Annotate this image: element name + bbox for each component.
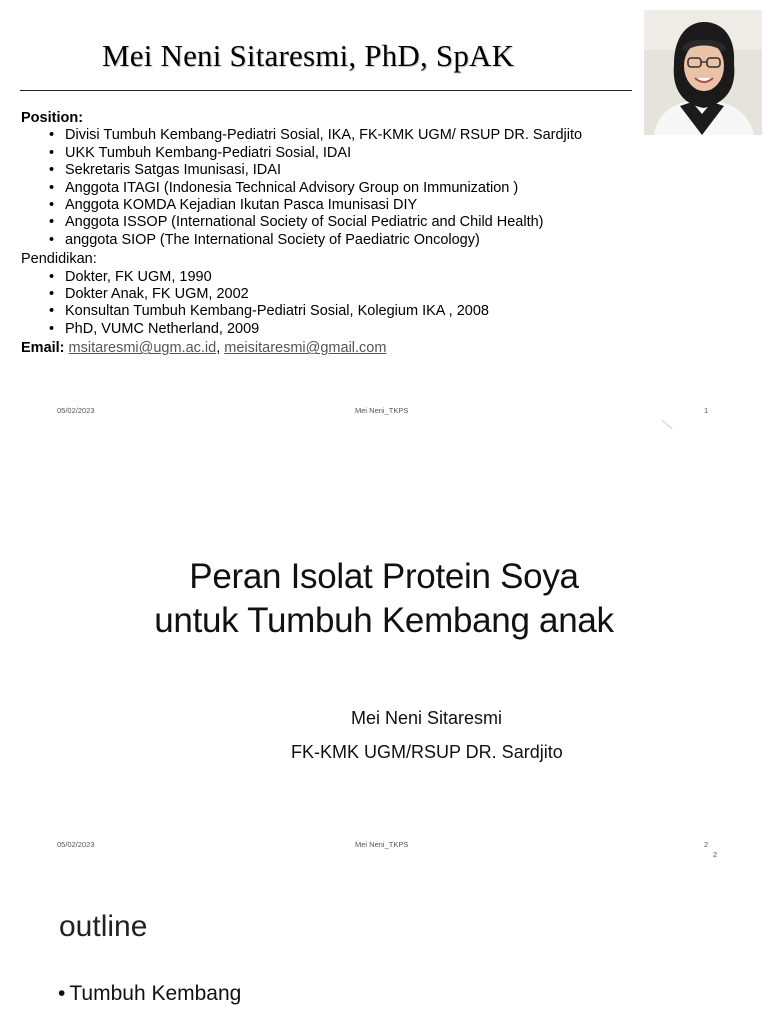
position-item: • Anggota ISSOP (International Society of Social Pediatric and Child Health) <box>49 214 646 231</box>
position-item: • anggota SIOP (The International Society of Paediatric Oncology) <box>49 232 646 249</box>
bullet-icon: • <box>58 982 66 1005</box>
position-heading: Position: <box>21 110 84 126</box>
profile-content <box>21 110 646 358</box>
speaker-photo <box>644 10 762 135</box>
slide-3-title: outline <box>59 910 148 943</box>
outline-item-label: Tumbuh Kembang <box>69 982 242 1005</box>
slide-2-page-number-extra: 2 <box>713 850 718 859</box>
slide-1-title: Mei Neni Sitaresmi, PhD, SpAK <box>102 38 515 73</box>
slide-1-footer-center: Mei Neni_TKPS <box>355 406 409 415</box>
outline-item <box>58 982 241 1006</box>
email-row <box>21 340 646 357</box>
education-list <box>21 269 646 339</box>
position-item: • Sekretaris Satgas Imunisasi, IDAI <box>49 162 646 179</box>
education-item: • PhD, VUMC Netherland, 2009 <box>49 321 646 338</box>
slide-2-footer-date: 05/02/2023 <box>57 840 95 849</box>
decorative-mark <box>661 420 672 430</box>
position-list <box>21 127 646 249</box>
email-link-gmail[interactable]: meisitaresmi@gmail.com <box>224 340 387 357</box>
slide-1-footer-date: 05/02/2023 <box>57 406 95 415</box>
presenter-name: Mei Neni Sitaresmi <box>351 708 503 728</box>
slide-2-title-line-2: untuk Tumbuh Kembang anak <box>154 601 614 640</box>
education-heading: Pendidikan: <box>21 251 97 268</box>
position-item: • Divisi Tumbuh Kembang-Pediatri Sosial, IKA, FK-KMK UGM/ RSUP DR. Sardjito <box>49 127 646 144</box>
outline-item-cut-off <box>74 1020 594 1024</box>
education-item: • Dokter, FK UGM, 1990 <box>49 269 646 286</box>
slide-1-page-number: 1 <box>704 406 709 415</box>
position-item: • Anggota KOMDA Kejadian Ikutan Pasca Imunisasi DIY <box>49 197 646 214</box>
slide-2-footer-center: Mei Neni_TKPS <box>355 840 409 849</box>
slide-2-title-line-1: Peran Isolat Protein Soya <box>189 557 579 596</box>
email-separator: , <box>216 340 221 357</box>
speaker-portrait-image <box>644 10 762 135</box>
position-item: • Anggota ITAGI (Indonesia Technical Advisory Group on Immunization ) <box>49 180 646 197</box>
position-item: • UKK Tumbuh Kembang-Pediatri Sosial, IDAI <box>49 145 646 162</box>
presenter-affiliation: FK-KMK UGM/RSUP DR. Sardjito <box>291 742 563 762</box>
education-item: • Konsultan Tumbuh Kembang-Pediatri Sosial, Kolegium IKA , 2008 <box>49 303 646 320</box>
slide-1 <box>0 0 768 432</box>
education-item: • Dokter Anak, FK UGM, 2002 <box>49 286 646 303</box>
slide-2 <box>0 432 768 864</box>
email-link-ugm[interactable]: msitaresmi@ugm.ac.id <box>68 340 217 357</box>
email-label: Email: <box>21 340 65 357</box>
slide-3 <box>0 864 768 1024</box>
slide-2-page-number: 2 <box>704 840 709 849</box>
title-divider <box>20 90 632 91</box>
